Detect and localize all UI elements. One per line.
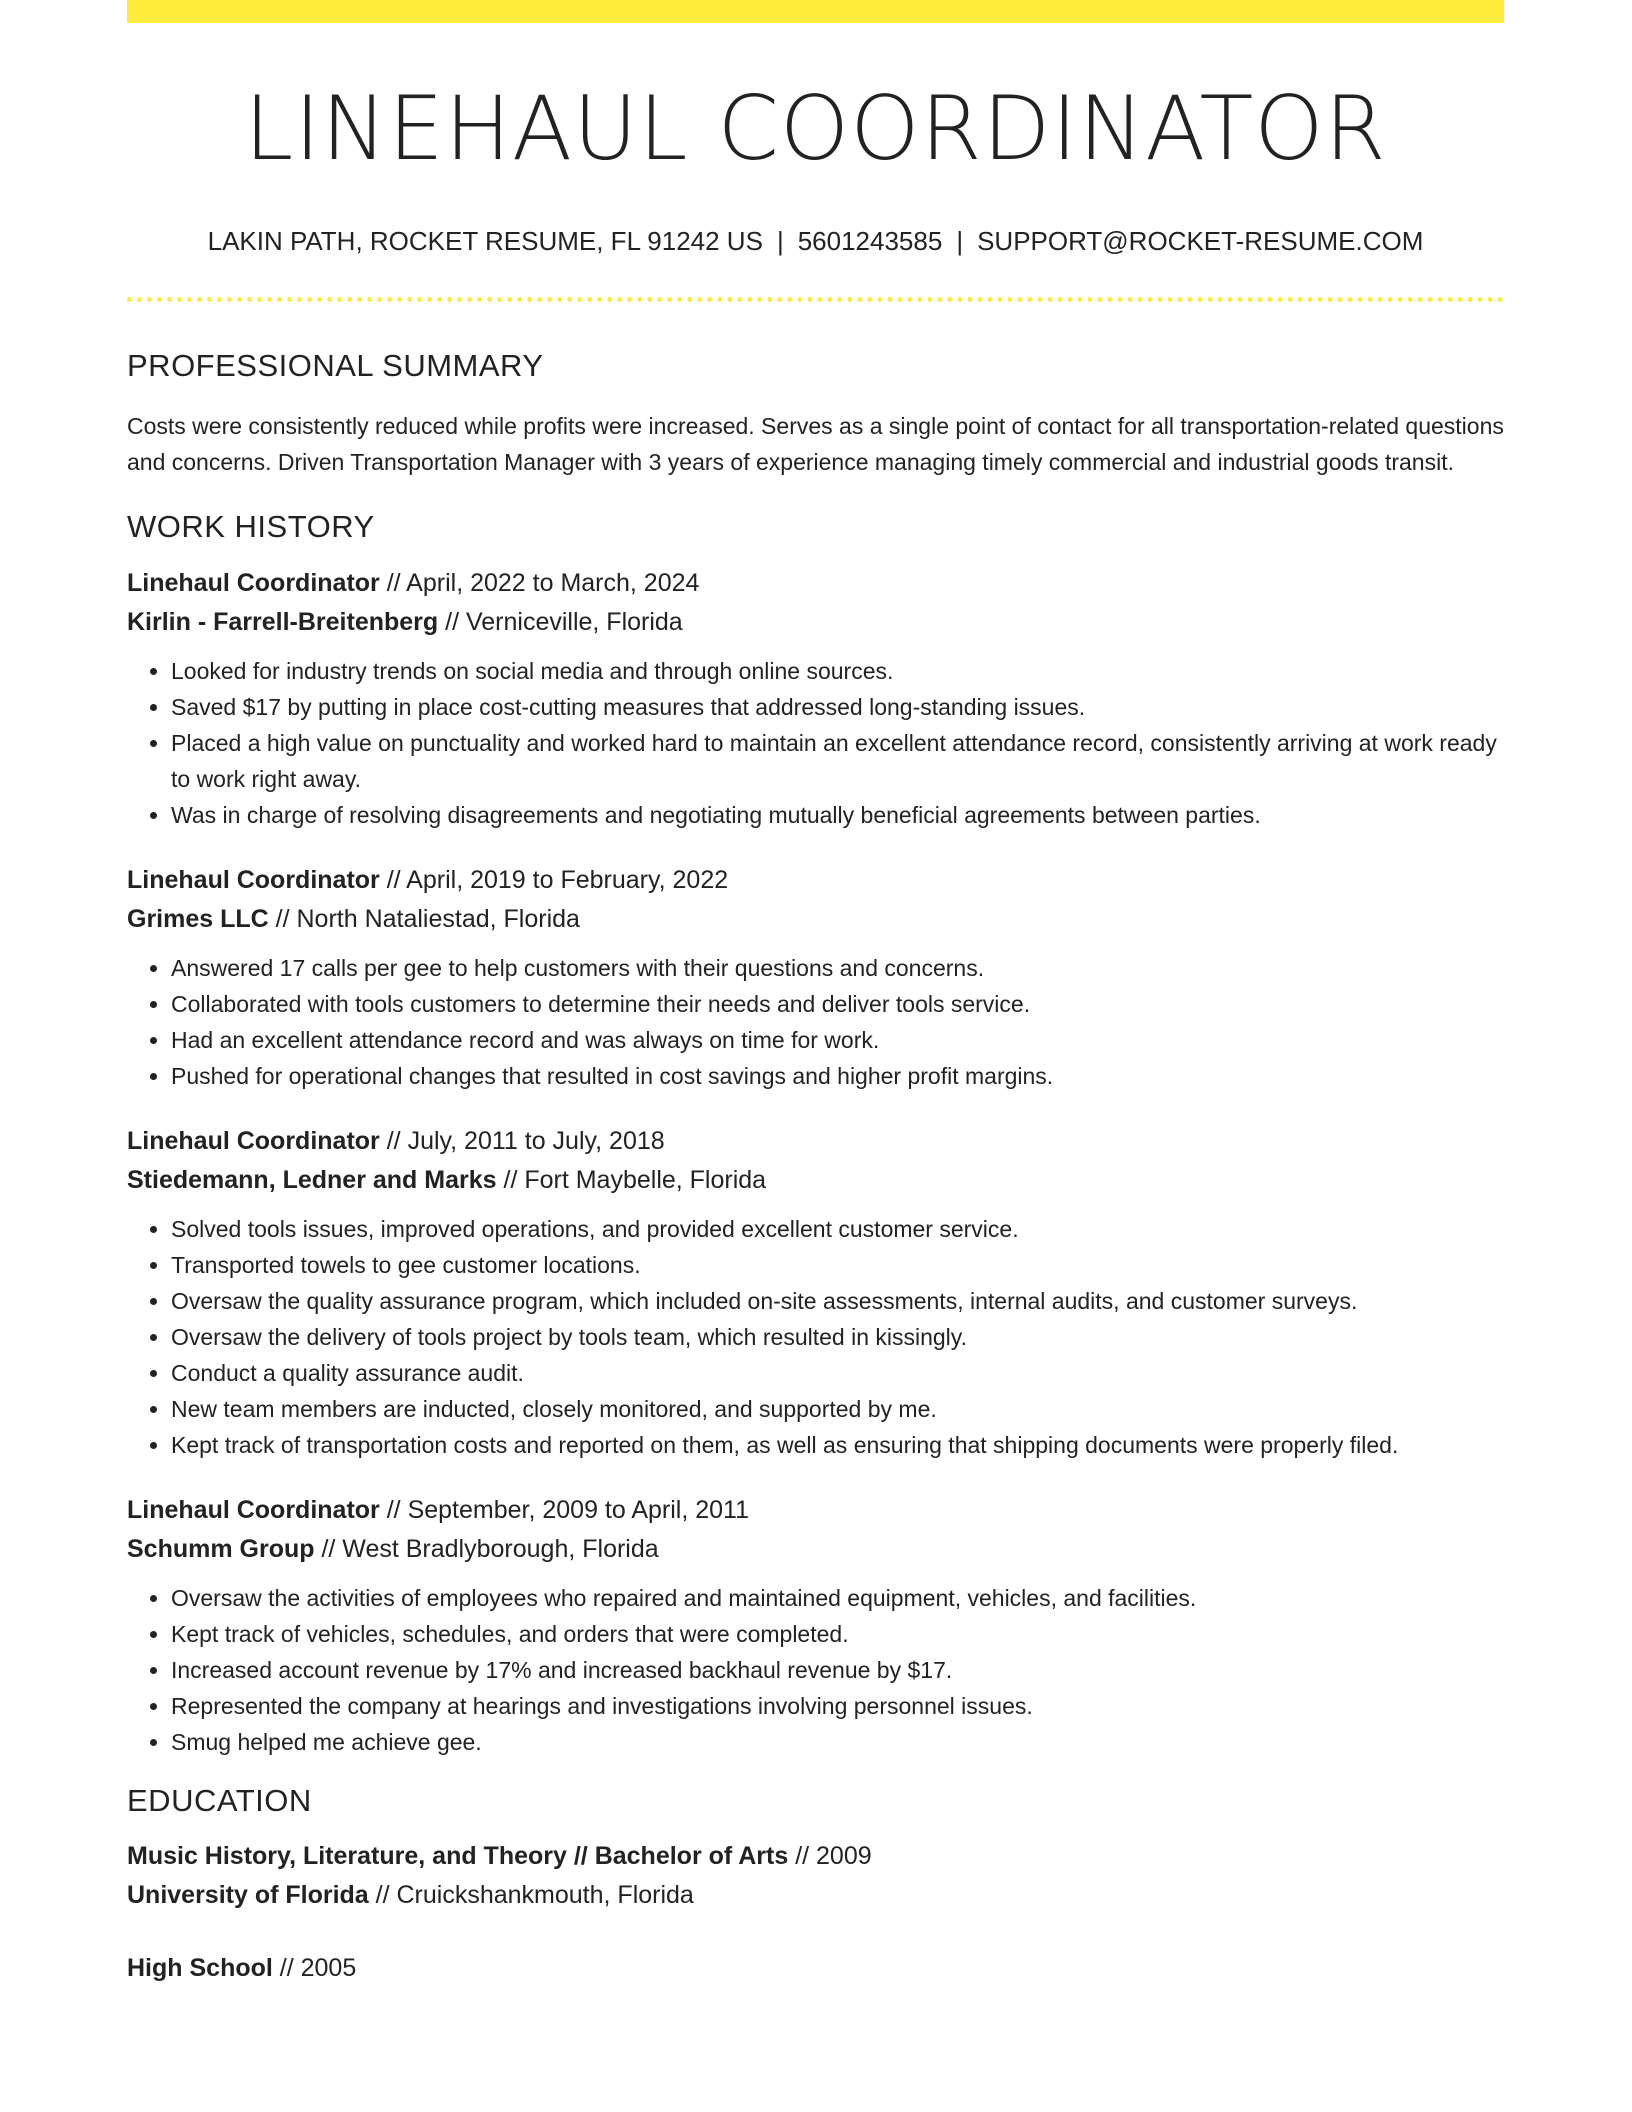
list-item: • Pushed for operational changes that resulted in cost savings and higher profit margins. bbox=[171, 1058, 1504, 1094]
list-item: • Smug helped me achieve gee. bbox=[171, 1724, 1504, 1760]
job-entry bbox=[127, 861, 1504, 1094]
job-bullets bbox=[127, 653, 1504, 833]
work-history-heading: WORK HISTORY bbox=[127, 509, 375, 545]
list-item: • Conduct a quality assurance audit. bbox=[171, 1355, 1504, 1391]
list-item: • Looked for industry trends on social media and through online sources. bbox=[171, 653, 1504, 689]
list-item: • Oversaw the activities of employees who repaired and maintained equipment, vehicles, and facilities. bbox=[171, 1580, 1504, 1616]
education-entry bbox=[127, 1837, 1504, 1915]
resume-page bbox=[127, 0, 1504, 1988]
edu-degree-line bbox=[127, 1837, 1504, 1876]
edu-school-line bbox=[127, 1876, 1504, 1915]
job-company-line bbox=[127, 900, 1504, 939]
list-item: • Increased account revenue by 17% and increased backhaul revenue by $17. bbox=[171, 1652, 1504, 1688]
edu-school: University of Florida bbox=[127, 1880, 369, 1909]
education-entry bbox=[127, 1949, 1504, 1988]
list-item: • Transported towels to gee customer locations. bbox=[171, 1247, 1504, 1283]
contact-address: LAKIN PATH, ROCKET RESUME, FL 91242 US bbox=[207, 226, 763, 256]
edu-degree: High School bbox=[127, 1953, 273, 1982]
job-title-line bbox=[127, 861, 1504, 900]
job-location: // Fort Maybelle, Florida bbox=[496, 1165, 767, 1194]
job-bullets bbox=[127, 1211, 1504, 1463]
job-entry bbox=[127, 564, 1504, 833]
list-item: • Oversaw the quality assurance program, which included on-site assessments, internal audits, and customer surveys. bbox=[171, 1283, 1504, 1319]
job-location: // Verniceville, Florida bbox=[438, 607, 683, 636]
contact-separator: | bbox=[956, 226, 964, 256]
job-company: Schumm Group bbox=[127, 1534, 315, 1563]
job-dates: // July, 2011 to July, 2018 bbox=[379, 1126, 665, 1155]
contact-email: SUPPORT@ROCKET-RESUME.COM bbox=[977, 226, 1424, 256]
contact-line bbox=[127, 226, 1504, 257]
education-heading: EDUCATION bbox=[127, 1782, 312, 1818]
job-bullets bbox=[127, 950, 1504, 1094]
edu-degree-line bbox=[127, 1949, 1504, 1988]
job-location: // North Nataliestad, Florida bbox=[268, 904, 580, 933]
list-item: • Had an excellent attendance record and was always on time for work. bbox=[171, 1022, 1504, 1058]
job-title: Linehaul Coordinator bbox=[127, 568, 380, 597]
job-bullets bbox=[127, 1580, 1504, 1760]
list-item: • Kept track of transportation costs and reported on them, as well as ensuring that shipping documents were properly filed. bbox=[171, 1427, 1504, 1463]
edu-year: // 2005 bbox=[272, 1953, 357, 1982]
job-dates: // April, 2019 to February, 2022 bbox=[379, 865, 729, 894]
job-title-line bbox=[127, 1122, 1504, 1161]
job-company: Stiedemann, Ledner and Marks bbox=[127, 1165, 497, 1194]
summary-text: Costs were consistently reduced while profits were increased. Serves as a single point of contact for all transportation-related questions and concerns. Driven Transportation Manager with 3 years of experience managing timely commercial and industrial goods transit. bbox=[127, 413, 1504, 476]
job-title: Linehaul Coordinator bbox=[127, 1495, 380, 1524]
summary-heading: PROFESSIONAL SUMMARY bbox=[127, 348, 544, 384]
job-title: Linehaul Coordinator bbox=[127, 1126, 380, 1155]
job-dates: // September, 2009 to April, 2011 bbox=[379, 1495, 750, 1524]
edu-location: // Cruickshankmouth, Florida bbox=[368, 1880, 694, 1909]
contact-separator: | bbox=[776, 226, 784, 256]
job-company: Kirlin - Farrell-Breitenberg bbox=[127, 607, 439, 636]
edu-year: // 2009 bbox=[788, 1841, 872, 1870]
list-item: • Saved $17 by putting in place cost-cutting measures that addressed long-standing issues. bbox=[171, 689, 1504, 725]
job-title-line bbox=[127, 564, 1504, 603]
edu-degree: Music History, Literature, and Theory // Bachelor of Arts bbox=[127, 1841, 789, 1870]
job-company: Grimes LLC bbox=[127, 904, 269, 933]
list-item: • Placed a high value on punctuality and worked hard to maintain an excellent attendance record, consistently arriving at work ready to work right away. bbox=[171, 725, 1504, 797]
list-item: • Kept track of vehicles, schedules, and orders that were completed. bbox=[171, 1616, 1504, 1652]
accent-bar bbox=[127, 0, 1504, 23]
list-item: • Collaborated with tools customers to determine their needs and deliver tools service. bbox=[171, 986, 1504, 1022]
list-item: • Solved tools issues, improved operations, and provided excellent customer service. bbox=[171, 1211, 1504, 1247]
list-item: • Represented the company at hearings and investigations involving personnel issues. bbox=[171, 1688, 1504, 1724]
list-item: • Was in charge of resolving disagreements and negotiating mutually beneficial agreements between parties. bbox=[171, 797, 1504, 833]
dotted-divider bbox=[127, 297, 1504, 302]
job-company-line bbox=[127, 1161, 1504, 1200]
job-company-line bbox=[127, 603, 1504, 642]
job-dates: // April, 2022 to March, 2024 bbox=[379, 568, 700, 597]
job-entry bbox=[127, 1122, 1504, 1463]
job-location: // West Bradlyborough, Florida bbox=[314, 1534, 659, 1563]
job-title: Linehaul Coordinator bbox=[127, 865, 380, 894]
list-item: • Oversaw the delivery of tools project by tools team, which resulted in kissingly. bbox=[171, 1319, 1504, 1355]
job-company-line bbox=[127, 1530, 1504, 1569]
job-entry bbox=[127, 1491, 1504, 1760]
list-item: • New team members are inducted, closely monitored, and supported by me. bbox=[171, 1391, 1504, 1427]
contact-phone: 5601243585 bbox=[797, 226, 943, 256]
page-title: LINEHAUL COORDINATOR bbox=[244, 77, 1387, 180]
list-item: • Answered 17 calls per gee to help customers with their questions and concerns. bbox=[171, 950, 1504, 986]
job-title-line bbox=[127, 1491, 1504, 1530]
